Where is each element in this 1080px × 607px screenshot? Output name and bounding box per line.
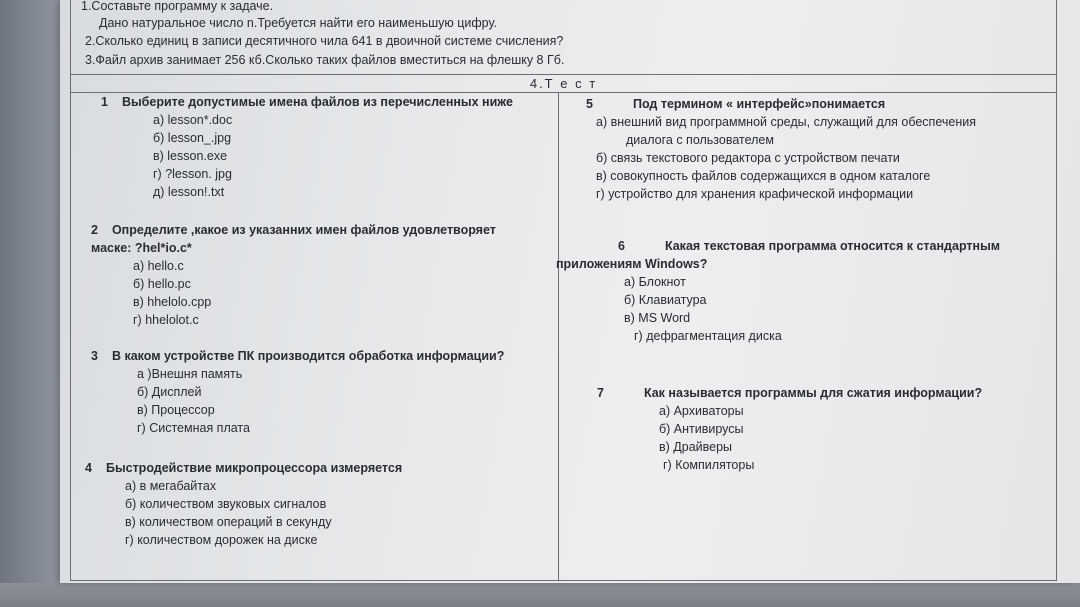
option: б) связь текстового редактора с устройством печати	[596, 151, 900, 165]
option: б) hello.pc	[133, 277, 191, 291]
option: г) ?lesson. jpg	[153, 167, 232, 181]
question-text: Какая текстовая программа относится к стандартным	[664, 239, 1001, 253]
question-text: Быстродействие микропроцессора измеряется	[105, 461, 403, 475]
option: а )Внешня память	[137, 367, 243, 381]
option: в) Драйверы	[659, 440, 733, 454]
option: а) в мегабайтах	[125, 479, 217, 493]
task-line-2: Дано натуральное число n.Требуется найти его наименьшую цифру.	[99, 16, 497, 30]
option: б) Клавиатура	[624, 293, 707, 307]
option: в) количеством операций в секунду	[125, 515, 332, 529]
option: а) lesson*.doc	[153, 113, 233, 127]
paper-sheet	[60, 0, 1080, 583]
background-left	[0, 0, 60, 583]
question-number: 2	[91, 223, 98, 237]
option: в) MS Word	[624, 311, 691, 325]
question-number: 1	[101, 95, 108, 109]
question-3	[91, 347, 504, 437]
option: в) hhelolo.cpp	[133, 295, 212, 309]
option: г) Системная плата	[137, 421, 250, 435]
background-bottom	[0, 583, 1080, 607]
task-block	[70, 0, 1057, 75]
question-1	[101, 93, 513, 201]
option: б) количеством звуковых сигналов	[125, 497, 327, 511]
option: в) lesson.exe	[153, 149, 228, 163]
test-grid	[70, 92, 1057, 581]
option: а) Блокнот	[624, 275, 686, 289]
question-5	[586, 95, 976, 203]
question-7	[597, 384, 982, 474]
option: а) внешний вид программной среды, служащий для обеспечения	[596, 115, 976, 129]
question-text: В каком устройстве ПК производится обработка информации?	[111, 349, 505, 363]
option: б) Дисплей	[137, 385, 202, 399]
question-number: 6	[618, 239, 625, 253]
option: д) lesson!.txt	[153, 185, 225, 199]
option: а) Архиваторы	[659, 404, 744, 418]
option: в) Процессор	[137, 403, 215, 417]
question-number: 4	[85, 461, 92, 475]
question-number: 7	[597, 386, 604, 400]
question-number: 3	[91, 349, 98, 363]
question-text: Определите ,какое из указанних имен файлов удовлетворяет	[111, 223, 496, 237]
option-continued: диалога с пользователем	[626, 133, 774, 147]
option: в) совокупность файлов содержащихся в одном каталоге	[596, 169, 931, 183]
task-line-4: 3.Файл архив занимает 256 кб.Сколько таких файлов вместиться на флешку 8 Гб.	[85, 53, 565, 67]
option: б) Антивирусы	[659, 422, 744, 436]
question-text: Выберите допустимые имена файлов из перечисленных ниже	[121, 95, 513, 109]
option: г) устройство для хранения крафической информации	[596, 187, 914, 201]
option: г) hhelolot.c	[133, 313, 199, 327]
question-number: 5	[586, 97, 593, 111]
option: г) количеством дорожек на диске	[125, 533, 318, 547]
question-4	[85, 459, 402, 549]
question-text: Под термином « интерфейс»понимается	[632, 97, 886, 111]
question-6	[556, 237, 1000, 345]
task-line-3: 2.Сколько единиц в записи десятичного чила 641 в двоичной системе счисления?	[85, 34, 564, 48]
question-text-continued: маске: ?hel*io.c*	[91, 241, 192, 255]
question-2	[91, 221, 496, 329]
test-title: 4.Т е с т	[70, 75, 1057, 92]
option: г) дефрагментация диска	[634, 329, 782, 343]
option: б) lesson_.jpg	[153, 131, 232, 145]
question-text-continued: приложениям Windows?	[556, 257, 708, 271]
task-line-1: 1.Составьте программу к задаче.	[81, 0, 274, 13]
option: а) hello.c	[133, 259, 184, 273]
option: г) Компиляторы	[663, 458, 755, 472]
question-text: Как называется программы для сжатия информации?	[643, 386, 983, 400]
